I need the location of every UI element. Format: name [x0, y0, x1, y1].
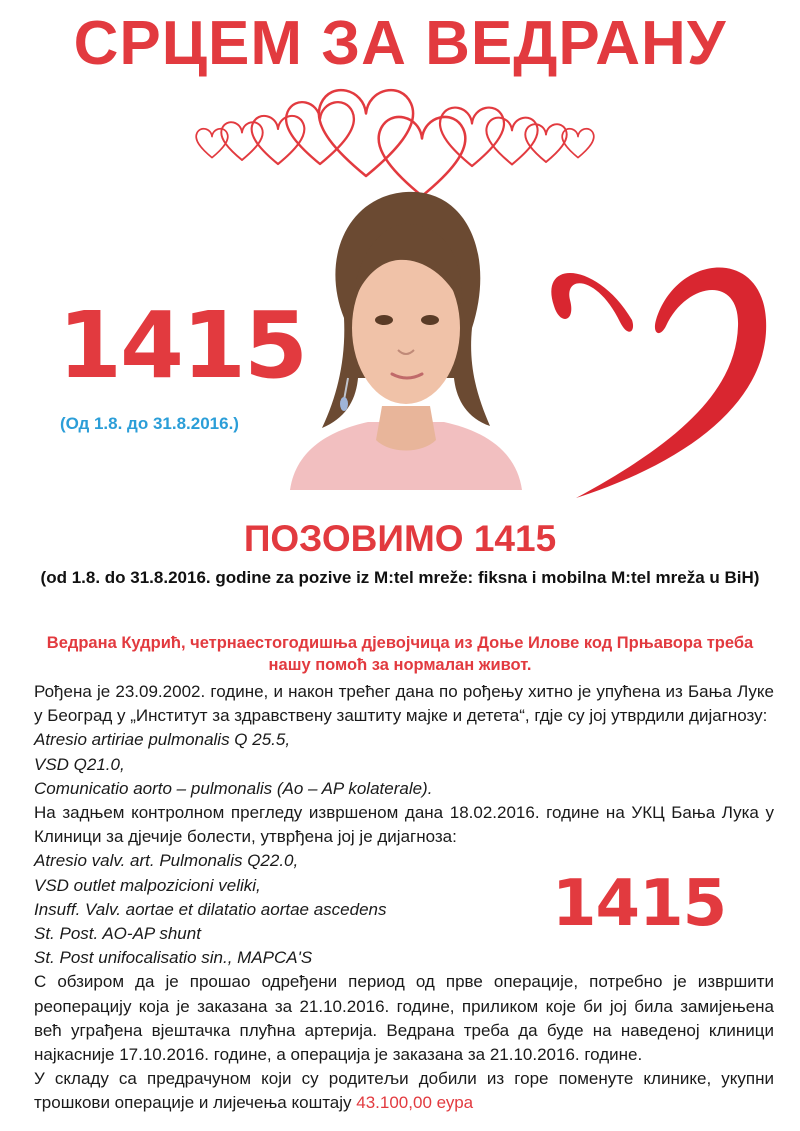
paragraph-checkup: На задњем контролном прегледу извршеном дана 18.02.2016. године на УКЦ Бања Лука у Клиници за дјечије болести, утврђена јој је дијагноза:: [34, 803, 774, 847]
phone-number-right: 1415: [552, 867, 727, 941]
diagnosis-line: Insuff. Valv. aortae et dilatatio aortae ascedens: [34, 899, 387, 919]
diagnosis-line: VSD Q21.0,: [34, 754, 125, 774]
big-heart-icon: [536, 222, 776, 508]
paragraph-costs: [34, 1067, 774, 1115]
costs-text: У складу са предрачуном који су родитељи добили из горе поменуте клинике, укупни трошкови операције и лијечења коштају: [34, 1069, 774, 1113]
call-heading: ПОЗОВИМО 1415: [243, 518, 557, 559]
paragraph-reoperation: С обзиром да је прошао одређени период од прве операције, потребно је извршити реоперацију која је заказана за 21.10.2016. године, приликом које би јој била замијењена већ уграђена вјештачка плућна артерија. Ведрана треба да буде на наведеној клиници најкасније 17.10.2016. године, а операција је заказана за 21.10.2016. године.: [34, 972, 774, 1065]
diagnosis-line: St. Post unifocalisatio sin., MAPCA'S: [34, 948, 313, 968]
cost-amount: 43.100,00 еура: [356, 1093, 474, 1113]
girl-portrait-photo: [286, 178, 526, 490]
call-subheading: (od 1.8. do 31.8.2016. godine za pozive iz M:tel mreže: fiksna i mobilna M:tel mreža u BiH): [40, 568, 760, 587]
paragraph-birth: Рођена је 23.09.2002. године, и након трећег дана по рођењу хитно је упућена из Бања Луке у Београд у „Институт за здравствену заштиту мајке и детета“, гдје су јој утврдили дијагнозу:: [34, 682, 774, 726]
diagnosis-line: VSD outlet malpozicioni veliki,: [34, 875, 261, 895]
diagnosis-line: Comunicatio aorto – pulmonalis (Ao – AP kolaterale).: [34, 778, 433, 798]
diagnosis-line: Atresio artiriae pulmonalis Q 25.5,: [34, 730, 291, 750]
phone-number-large: 1415: [58, 292, 307, 399]
page-title: СРЦЕМ ЗА ВЕДРАНУ: [73, 9, 727, 78]
date-range-label: (Од 1.8. до 31.8.2016.): [60, 414, 239, 433]
intro-text: Ведрана Кудрић, четрнаестогодишња дјевојчица из Доње Илове код Прњавора треба нашу помоћ за нормалан живот.: [46, 634, 754, 674]
diagnosis-line: Atresio valv. art. Pulmonalis Q22.0,: [34, 851, 299, 871]
diagnosis-line: St. Post. AO-AP shunt: [34, 924, 201, 944]
